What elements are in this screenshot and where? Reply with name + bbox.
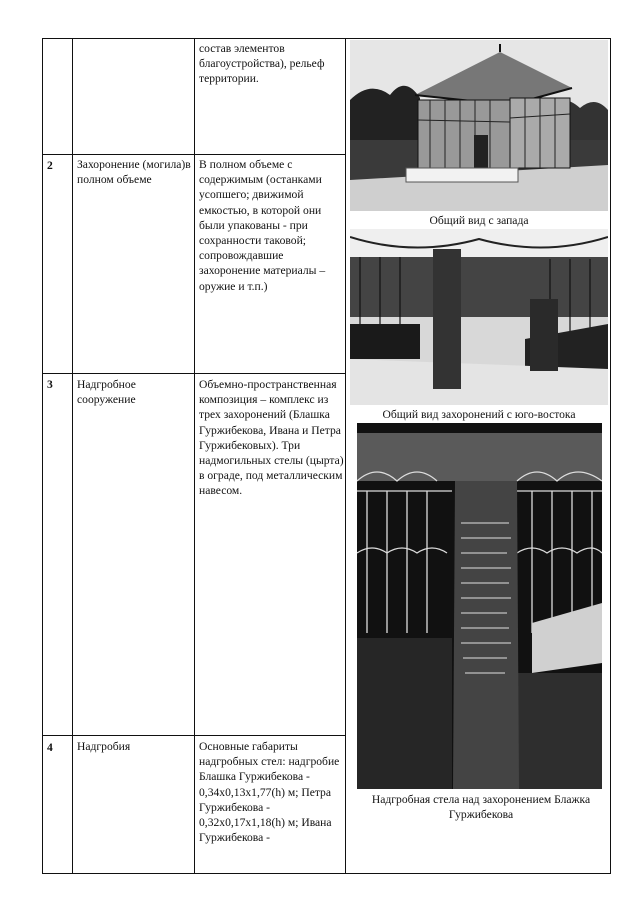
row-divider [42,735,346,736]
column-divider [194,38,195,874]
row-divider [42,154,346,155]
table-border-bottom [42,873,611,874]
table-border-left [42,38,43,874]
column-divider [345,38,346,874]
photo-gazebo-west [350,40,608,211]
photo-caption: Надгробная стела над захоронением Блажка Гуржибекова [371,793,591,821]
row-name: Захоронение (могила)в полном объеме [77,158,191,187]
column-divider [72,38,73,874]
photo-stela-closeup [357,423,602,789]
row-number: 3 [47,378,53,391]
row-description: Объемно-пространственная композиция – комплекс из трех захоронений (Блашка Гуржибекова, Ивана и Петра Гуржибековых). Три надмогильных стелы (цырта) в ограде, под металлическим навесом. [199,378,344,498]
table-border-right [610,38,611,874]
row-description: Основные габариты надгробных стел: надгробие Блашка Гуржибекова - 0,34х0,13х1,77(h) м; Петра Гуржибекова - 0,32х0,17х1,18(h) м; Ивана Гуржибекова - [199,740,340,845]
photo-graves-southeast [350,229,608,405]
row-description: В полном объеме с содержимым (останками усопшего; движимой емкостью, в которой они были упакованы - при сохранности таковой; сопровождавшие захоронение материалы – оружие и т.п.) [199,158,326,293]
row-name: Надгробия [77,740,131,753]
row-number: 2 [47,159,53,172]
table-border-top [42,38,611,39]
photo-caption: Общий вид с запада [429,214,529,227]
row-divider [42,373,346,374]
row-number: 4 [47,741,53,754]
row-description: состав элементов благоустройства), рельеф территории. [199,42,325,86]
row-name: Надгробное сооружение [77,378,136,407]
photo-caption: Общий вид захоронений с юго-востока [382,408,576,421]
